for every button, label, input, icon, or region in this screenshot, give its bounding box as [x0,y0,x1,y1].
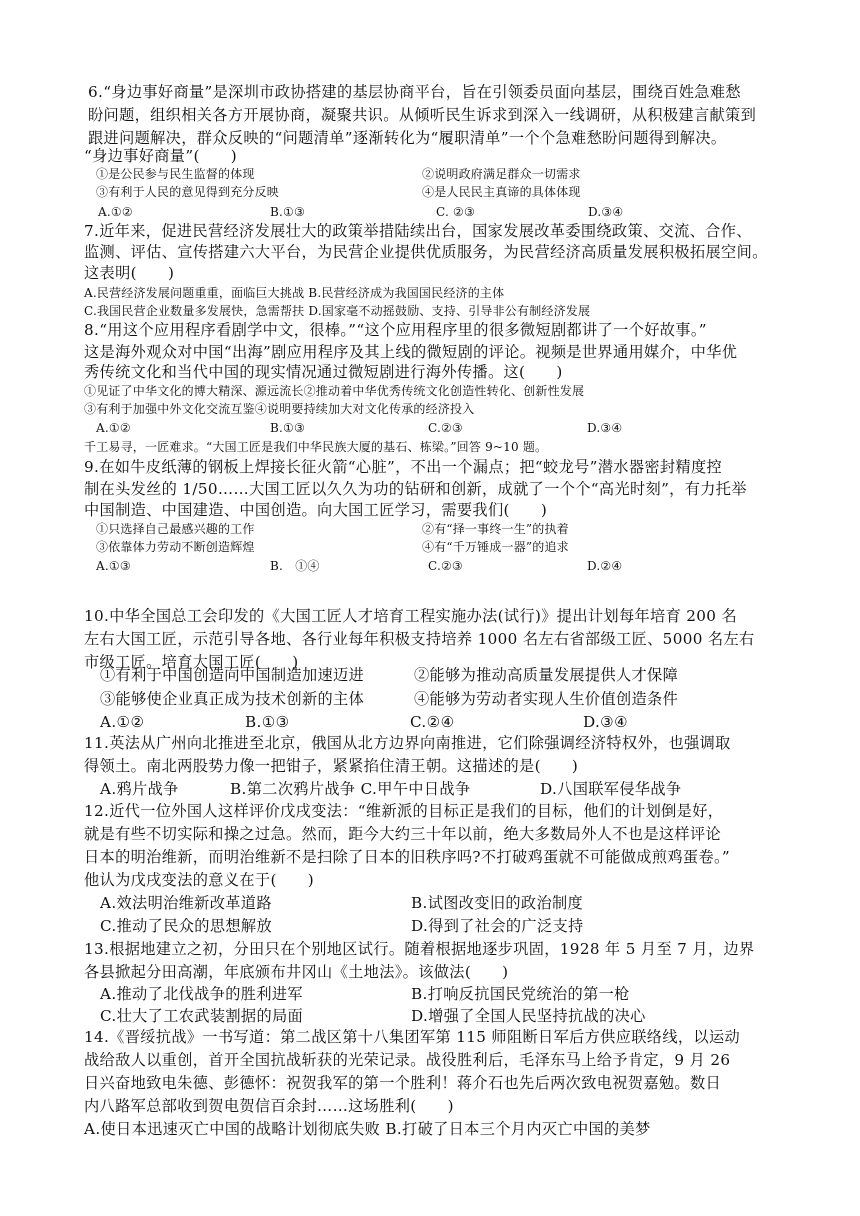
q11-line-2: 得领土。南北两股势力像一把钳子，紧紧掐住清王朝。这描述的是( ) [84,757,579,775]
q11-option-bc: B.第二次鸦片战争 C.甲午中日战争 [230,780,471,798]
q7-line-2: 监测、评估、宣传搭建六大平台，为民营企业提供优质服务，为民营经济高质量发展积极拓展空间。 [84,243,768,261]
q9-line-3: 中国制造、中国建造、中国创造。向大国工匠学习，需要我们( ) [84,501,548,519]
q6-choice-d: D.③④ [588,205,624,219]
q10-line-1: 10.中华全国总工会印发的《大国工匠人才培育工程实施办法(试行)》提出计划每年培育 200 名 [84,607,738,625]
q8-line-3: 秀传统文化和当代中国的现实情况通过微短剧进行海外传播。这( ) [84,363,563,381]
q9-item-1: ①只选择自己最感兴趣的工作 [96,522,255,536]
q6-choice-a: A.①② [98,205,133,219]
q6-item-2: ②说明政府满足群众一切需求 [422,167,581,181]
q14-line-2: 战给敌人以重创，首开全国抗战斩获的光荣记录。战役胜利后，毛泽东马上给予肯定，9 月 26 [84,1051,731,1069]
q9-choice-d: D.②④ [587,559,623,573]
q10-choice-b: B.①③ [245,713,290,731]
q9-item-4: ④有“千万锤成一器”的追求 [422,540,569,554]
q6-item-4: ④是人民民主真谛的具体体现 [422,185,581,199]
q14-line-3: 日兴奋地致电朱德、彭德怀：祝贺我军的第一个胜利！蒋介石也先后两次致电祝贺嘉勉。数日 [84,1074,722,1092]
q12-option-b: B.试图改变旧的政治制度 [411,894,584,912]
q8-choice-d: D.③④ [587,421,623,435]
q13-option-d: D.增强了全国人民坚持抗战的决心 [411,1007,646,1025]
q12-line-3: 日本的明治维新，而明治维新不是扫除了日本的旧秩序吗?不打破鸡蛋就不可能做成煎鸡蛋卷。” [84,848,731,866]
q6-choice-b: B.①③ [270,205,305,219]
q9-choice-a: A.①③ [96,559,131,573]
q6-item-1: ①是公民参与民生监督的体现 [96,167,255,181]
q12-option-c: C.推动了民众的思想解放 [100,917,272,935]
q8-items-34: ③有利于加强中外文化交流互鉴④说明要持续加大对文化传承的经济投入 [84,402,475,416]
q6-line-1: 6.“身边事好商量”是深圳市政协搭建的基层协商平台，旨在引领委员面向基层，围绕百姓急难愁 [88,83,741,101]
q6-line-3: 跟进问题解决，群众反映的“问题清单”逐渐转化为“履职清单”一个个急难愁盼问题得到解决。 [88,129,727,147]
q8-line-2: 这是海外观众对中国“出海”剧应用程序及其上线的微短剧的评论。视频是世界通用媒介，中华优 [84,343,738,361]
q14-line-1: 14.《晋绥抗战》一书写道：第二战区第十八集团军第 115 师阻断日军后方供应联络线，以运动 [84,1028,741,1046]
q9-choice-c: C.②③ [428,559,463,573]
q8-items-12: ①见证了中华文化的博大精深、源远流长②推动着中华优秀传统文化创造性转化、创新性发展 [84,384,585,398]
q11-line-1: 11.英法从广州向北推进至北京，俄国从北方边界向南推进，它们除强调经济特权外，也强调取 [84,734,731,752]
q13-line-1: 13.根据地建立之初，分田只在个别地区试行。随着根据地逐步巩固，1928 年 5 月至 7 月，边界 [84,940,755,958]
q10-choice-d: D.③④ [583,713,629,731]
q7-options-ab: A.民营经济发展问题重重，面临巨大挑战 B.民营经济成为我国国民经济的主体 [84,286,505,300]
q12-line-2: 就是有些不切实际和操之过急。然而，距今大约三十年以前，绝大多数局外人不也是这样评论 [84,825,722,843]
q12-option-d: D.得到了社会的广泛支持 [411,917,584,935]
q10-choice-c: C.②④ [410,713,455,731]
q7-line-1: 7.近年来，促进民营经济发展壮大的政策举措陆续出台，国家发展改革委围绕政策、交流、合作、 [84,222,752,240]
q10-item-1: ①有利于中国创造向中国制造加速迈进 [100,666,365,684]
q10-item-4: ④能够为劳动者实现人生价值创造条件 [414,690,679,708]
q10-item-2: ②能够为推动高质量发展提供人才保障 [414,666,679,684]
q9-line-2: 制在头发丝的 1/50……大国工匠以久久为功的钻研和创新，成就了一个个“高光时刻”，有力托举 [84,480,747,498]
q9-choice-b: B. ①④ [270,559,320,573]
q14-line-4: 内八路军总部收到贺电贺信百余封……这场胜利( ) [84,1097,454,1115]
q6-line-4: “身边事好商量”( ) [84,147,238,165]
q6-line-2: 盼问题，组织相关各方开展协商，凝聚共识。从倾听民生诉求到深入一线调研，从积极建言献策到 [88,106,757,124]
q12-line-4: 他认为戊戌变法的意义在于( ) [84,871,315,889]
q10-item-3: ③能够使企业真正成为技术创新的主体 [100,690,365,708]
q9-line-1: 9.在如牛皮纸薄的钢板上焊接长征火箭“心脏”，不出一个漏点；把“蛟龙号”潜水器密封精度控 [84,458,723,476]
q7-line-3: 这表明( ) [84,264,175,282]
q13-option-a: A.推动了北伐战争的胜利进军 [100,985,303,1003]
q9-item-2: ②有“择一事终一生”的执着 [422,522,569,536]
q13-option-b: B.打响反抗国民党统治的第一枪 [411,985,630,1003]
q14-options-ab: A.使日本迅速灭亡中国的战略计划彻底失败 B.打破了日本三个月内灭亡中国的美梦 [84,1120,651,1138]
intro-9-10: 千工易寻，一匠难求。“大国工匠是我们中华民族大厦的基石、栋梁。”回答 9~10 题。 [84,440,548,454]
q12-option-a: A.效法明治维新改革道路 [100,894,272,912]
q9-item-3: ③依靠体力劳动不断创造辉煌 [96,540,255,554]
q13-option-c: C.壮大了工农武装割据的局面 [100,1007,304,1025]
q10-line-2: 左右大国工匠，示范引导各地、各行业每年积极支持培养 1000 名左右省部级工匠、5000 名左右 [84,630,755,648]
q8-choice-a: A.①② [96,421,131,435]
q8-choice-c: C.②③ [428,421,463,435]
q6-choice-c: C. ②③ [436,205,475,219]
q13-line-2: 各县掀起分田高潮，年底颁布井冈山《土地法》。该做法( ) [84,963,509,981]
q8-line-1: 8.“用这个应用程序看剧学中文，很棒。”“这个应用程序里的很多微短剧都讲了一个好故事。” [84,321,707,339]
q11-option-a: A.鸦片战争 [100,780,179,798]
q12-line-1: 12.近代一位外国人这样评价戊戌变法：“维新派的目标正是我们的目标，他们的计划倒是好， [84,802,724,820]
q8-choice-b: B.①③ [270,421,305,435]
q6-item-3: ③有利于人民的意见得到充分反映 [96,185,280,199]
q11-option-d: D.八国联军侵华战争 [540,780,682,798]
q10-choice-a: A.①② [100,713,145,731]
q7-options-cd: C.我国民营企业数量多发展快，急需帮扶 D.国家毫不动摇鼓励、支持、引导非公有制经济发展 [84,304,591,318]
q10-line-3: 市级工匠。培育大国工匠( ) [84,653,299,671]
